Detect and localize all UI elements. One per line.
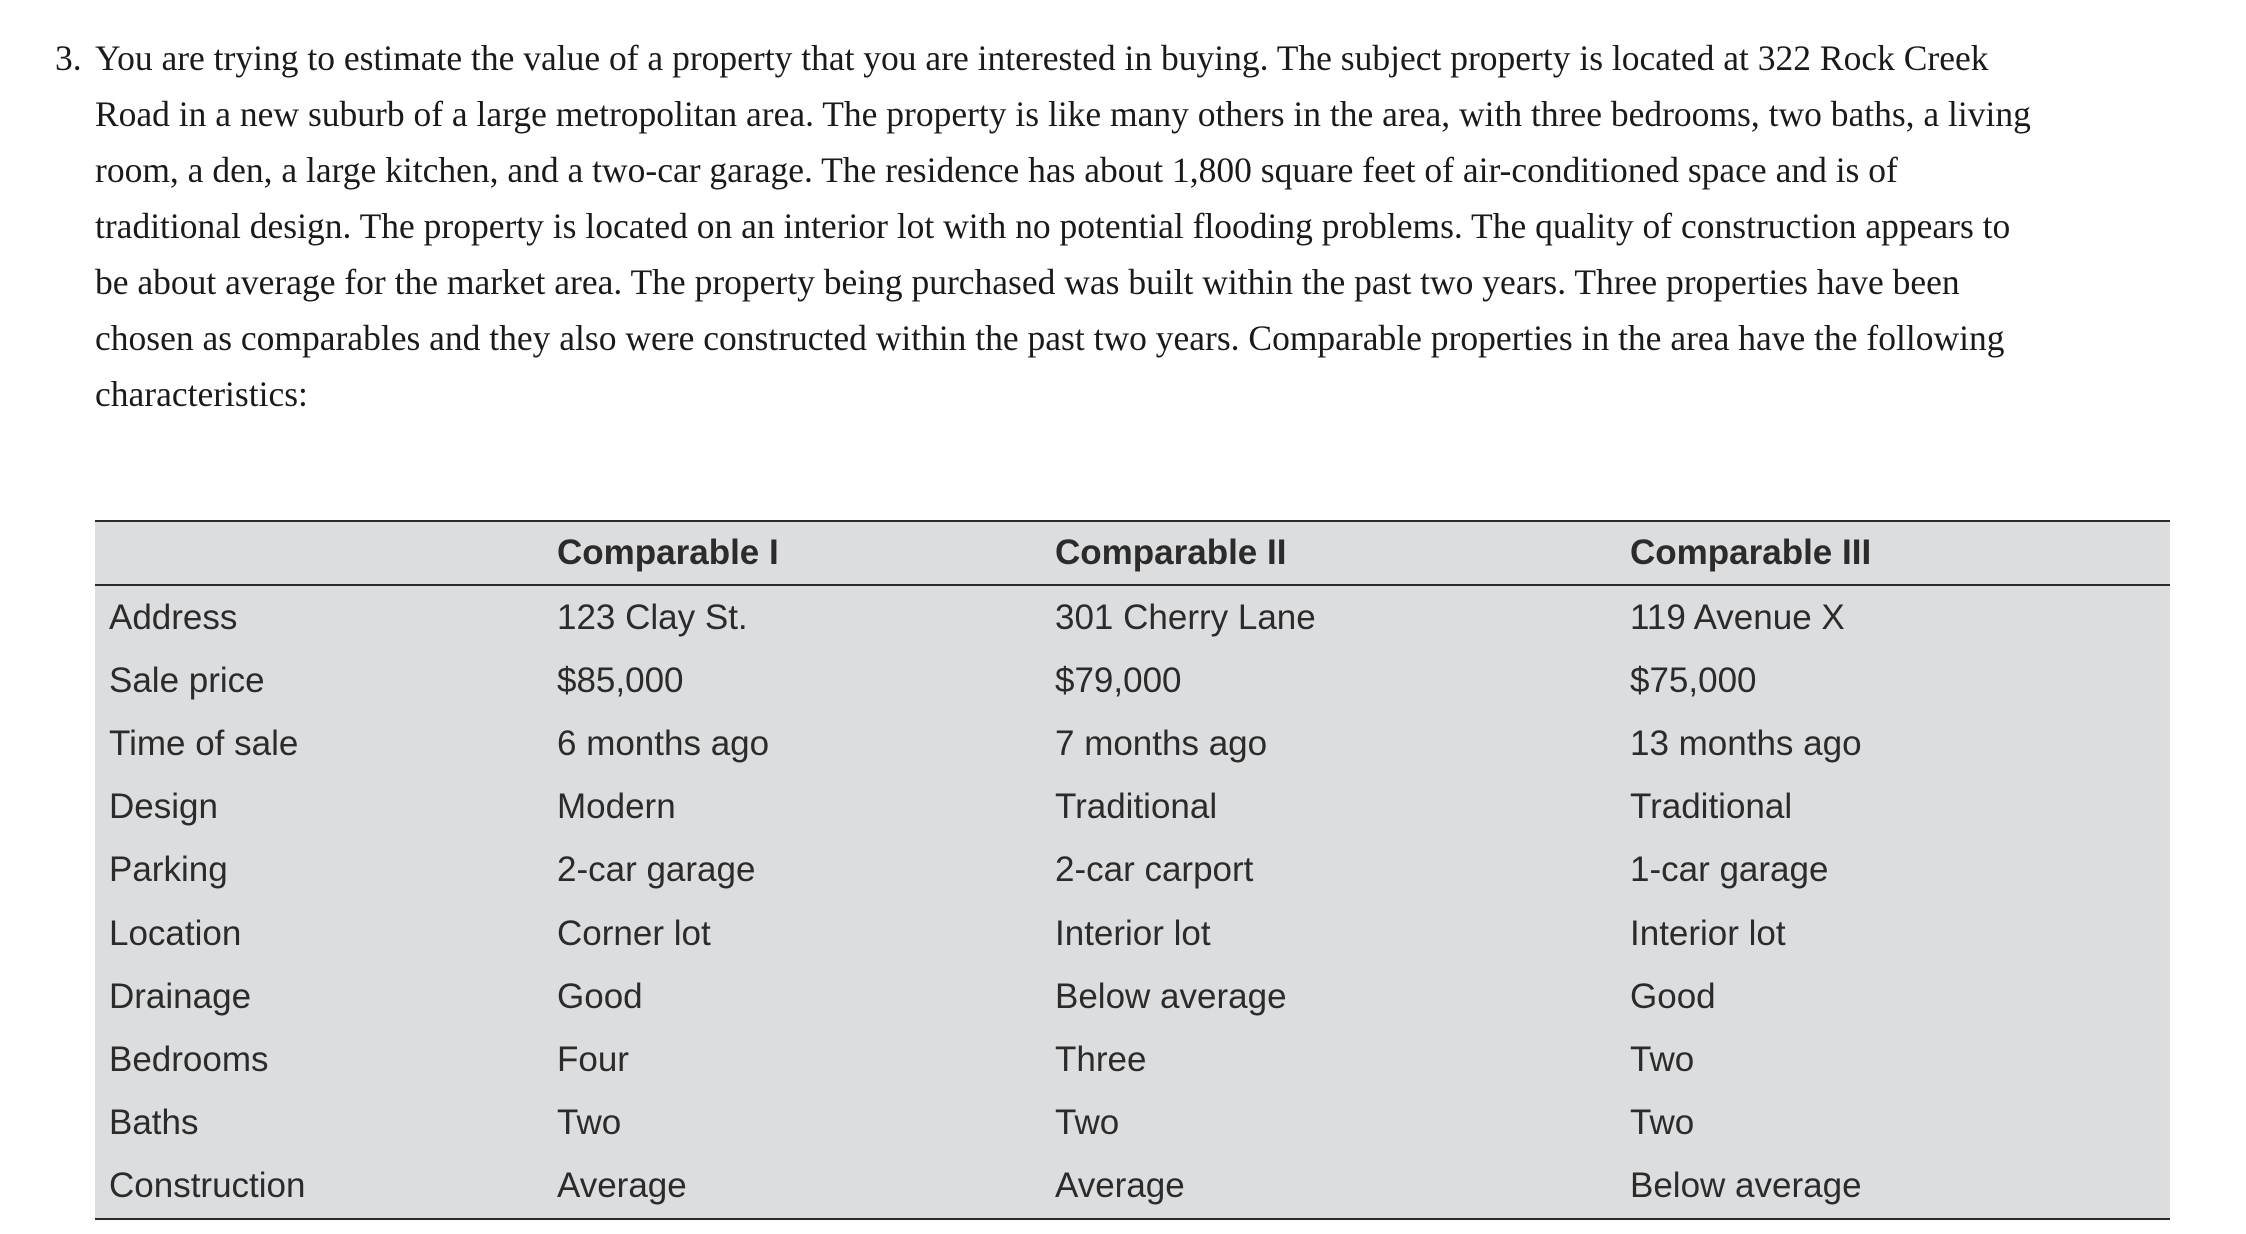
question-line: traditional design. The property is located on an interior lot with no potential flooding problems. The quality of construction appears to xyxy=(95,206,2011,246)
question-line: Road in a new suburb of a large metropolitan area. The property is like many others in the area, with three bedrooms, two baths, a living xyxy=(95,94,2031,134)
cell-comparable-3: $75,000 xyxy=(1630,660,1757,700)
cell-comparable-2: Interior lot xyxy=(1055,913,1211,953)
table-row xyxy=(95,776,2170,839)
row-label: Location xyxy=(109,913,242,953)
cell-comparable-1: Two xyxy=(557,1103,622,1143)
question-line: characteristics: xyxy=(95,374,308,414)
table-header-row xyxy=(95,522,2170,585)
table-row xyxy=(95,965,2170,1028)
cell-comparable-2: 2-car carport xyxy=(1055,850,1254,890)
cell-comparable-1: $85,000 xyxy=(557,660,684,700)
table-row xyxy=(95,839,2170,902)
header-comparable-1: Comparable I xyxy=(557,522,1055,585)
cell-comparable-1: Modern xyxy=(557,787,676,827)
cell-comparable-1: 123 Clay St. xyxy=(557,597,748,637)
header-empty xyxy=(95,522,557,585)
row-label: Parking xyxy=(109,850,228,890)
cell-comparable-2: Two xyxy=(1055,1103,1120,1143)
row-label: Design xyxy=(109,787,218,827)
question-text xyxy=(55,30,2185,422)
cell-comparable-1: Corner lot xyxy=(557,913,711,953)
cell-comparable-2: Traditional xyxy=(1055,787,1218,827)
comparables-table xyxy=(95,522,2170,1218)
cell-comparable-2: Average xyxy=(1055,1166,1185,1206)
cell-comparable-3: Traditional xyxy=(1630,787,1793,827)
row-label: Address xyxy=(109,597,238,637)
question-number: 3. xyxy=(55,38,82,78)
cell-comparable-3: Good xyxy=(1630,976,1716,1016)
table-row xyxy=(95,585,2170,649)
question-line: be about average for the market area. The property being purchased was built within the past two years. Three properties have been xyxy=(95,262,1960,302)
cell-comparable-3: Interior lot xyxy=(1630,913,1786,953)
table-row xyxy=(95,1028,2170,1091)
cell-comparable-2: Three xyxy=(1055,1039,1147,1079)
cell-comparable-3: Below average xyxy=(1630,1166,1862,1206)
cell-comparable-2: 301 Cherry Lane xyxy=(1055,597,1316,637)
question-line-text: You are trying to estimate the value of a property that you are interested in buying. The subject property is located at 322 Rock Creek xyxy=(95,38,1989,78)
row-label: Construction xyxy=(109,1166,306,1206)
cell-comparable-3: 13 months ago xyxy=(1630,723,1862,763)
header-comparable-3: Comparable III xyxy=(1630,522,2170,585)
cell-comparable-3: Two xyxy=(1630,1039,1695,1079)
cell-comparable-3: 119 Avenue X xyxy=(1630,597,1845,637)
comparables-table-container xyxy=(95,520,2170,1220)
table-row xyxy=(95,902,2170,965)
table-row xyxy=(95,1092,2170,1155)
cell-comparable-3: 1-car garage xyxy=(1630,850,1829,890)
cell-comparable-1: Good xyxy=(557,976,643,1016)
cell-comparable-1: Four xyxy=(557,1039,629,1079)
cell-comparable-2: 7 months ago xyxy=(1055,723,1268,763)
table-row xyxy=(95,1155,2170,1218)
cell-comparable-2: $79,000 xyxy=(1055,660,1182,700)
cell-comparable-1: 2-car garage xyxy=(557,850,756,890)
cell-comparable-3: Two xyxy=(1630,1103,1695,1143)
cell-comparable-2: Below average xyxy=(1055,976,1287,1016)
row-label: Bedrooms xyxy=(109,1039,269,1079)
header-comparable-2: Comparable II xyxy=(1055,522,1630,585)
cell-comparable-1: Average xyxy=(557,1166,687,1206)
table-row xyxy=(95,649,2170,712)
question-line: room, a den, a large kitchen, and a two-car garage. The residence has about 1,800 square feet of air-conditioned space and is of xyxy=(95,150,1898,190)
cell-comparable-1: 6 months ago xyxy=(557,723,770,763)
row-label: Drainage xyxy=(109,976,252,1016)
row-label: Sale price xyxy=(109,660,265,700)
question-line xyxy=(55,30,2185,86)
question-line: chosen as comparables and they also were constructed within the past two years. Comparable properties in the area have the following xyxy=(95,318,2005,358)
row-label: Time of sale xyxy=(109,723,299,763)
table-row xyxy=(95,712,2170,775)
row-label: Baths xyxy=(109,1103,199,1143)
